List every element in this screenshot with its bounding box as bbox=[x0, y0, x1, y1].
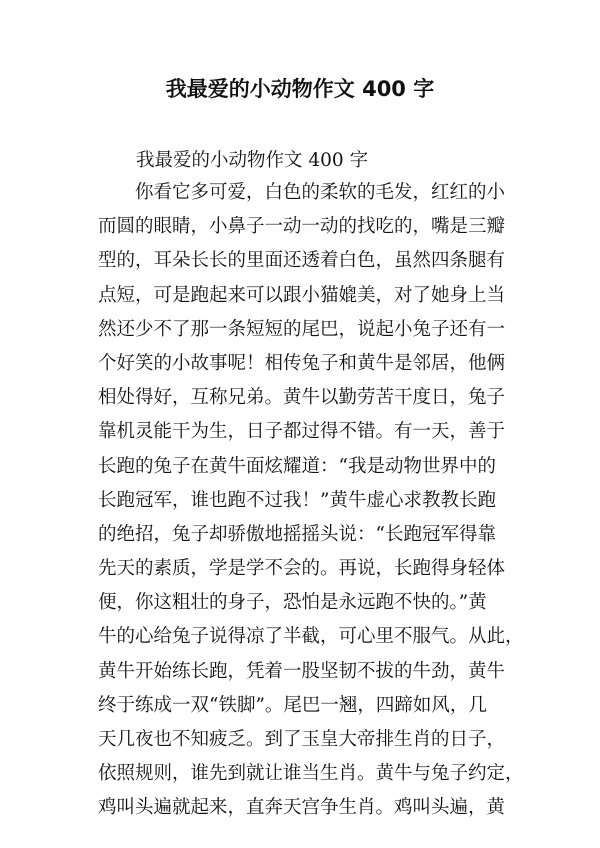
paragraph-line: 牛的心给兔子说得凉了半截，可心里不服气。从此， bbox=[98, 626, 524, 648]
paragraph-line: 天几夜也不知疲乏。到了玉皇大帝排生肖的日子， bbox=[98, 729, 506, 750]
page-title: 我最爱的小动物作文 400 字 bbox=[165, 77, 435, 101]
paragraph-line: 的绝招，兔子却骄傲地摇摇头说：“长跑冠军得靠 bbox=[98, 523, 496, 545]
essay-body bbox=[98, 180, 524, 830]
paragraph-line: 型的，耳朵长长的里面还透着白色，虽然四条腿有 bbox=[98, 250, 506, 272]
paragraph-line: 点短，可是跑起来可以跟小猫媲美，对了她身上当 bbox=[98, 284, 506, 306]
paragraph-line: 个好笑的小故事呢！相传兔子和黄牛是邻居，他俩 bbox=[98, 352, 506, 374]
essay-subtitle: 我最爱的小动物作文 400 字 bbox=[136, 150, 369, 171]
paragraph-line: 便，你这粗壮的身子，恐怕是永远跑不快的。”黄 bbox=[98, 592, 487, 614]
paragraph-line: 先天的素质，学是学不会的。再说，长跑得身轻体 bbox=[98, 558, 506, 580]
paragraph-line: 依照规则，谁先到就让谁当生肖。黄牛与兔子约定， bbox=[98, 763, 524, 785]
paragraph-line: 靠机灵能干为生，日子都过得不错。有一天，善于 bbox=[98, 421, 506, 443]
paragraph-line: 你看它多可爱，白色的柔软的毛发，红红的小 bbox=[135, 182, 506, 203]
paragraph-line: 长跑冠军，谁也跑不过我！”黄牛虚心求教教长跑 bbox=[98, 489, 496, 511]
paragraph-line: 黄牛开始练长跑，凭着一股坚韧不拔的牛劲，黄牛 bbox=[98, 660, 506, 682]
paragraph-line: 鸡叫头遍就起来，直奔天宫争生肖。鸡叫头遍，黄 bbox=[98, 797, 506, 819]
paragraph-line: 而圆的眼睛，小鼻子一动一动的找吃的，嘴是三瓣 bbox=[98, 216, 506, 238]
paragraph-line: 终于练成一双“铁脚”。尾巴一翘，四蹄如风，几 bbox=[98, 694, 487, 716]
paragraph-line: 相处得好，互称兄弟。黄牛以勤劳苦干度日，兔子 bbox=[98, 387, 506, 409]
paragraph-line: 长跑的兔子在黄牛面炫耀道：“我是动物世界中的 bbox=[98, 455, 496, 477]
paragraph-line: 然还少不了那一条短短的尾巴，说起小兔子还有一 bbox=[98, 318, 506, 340]
